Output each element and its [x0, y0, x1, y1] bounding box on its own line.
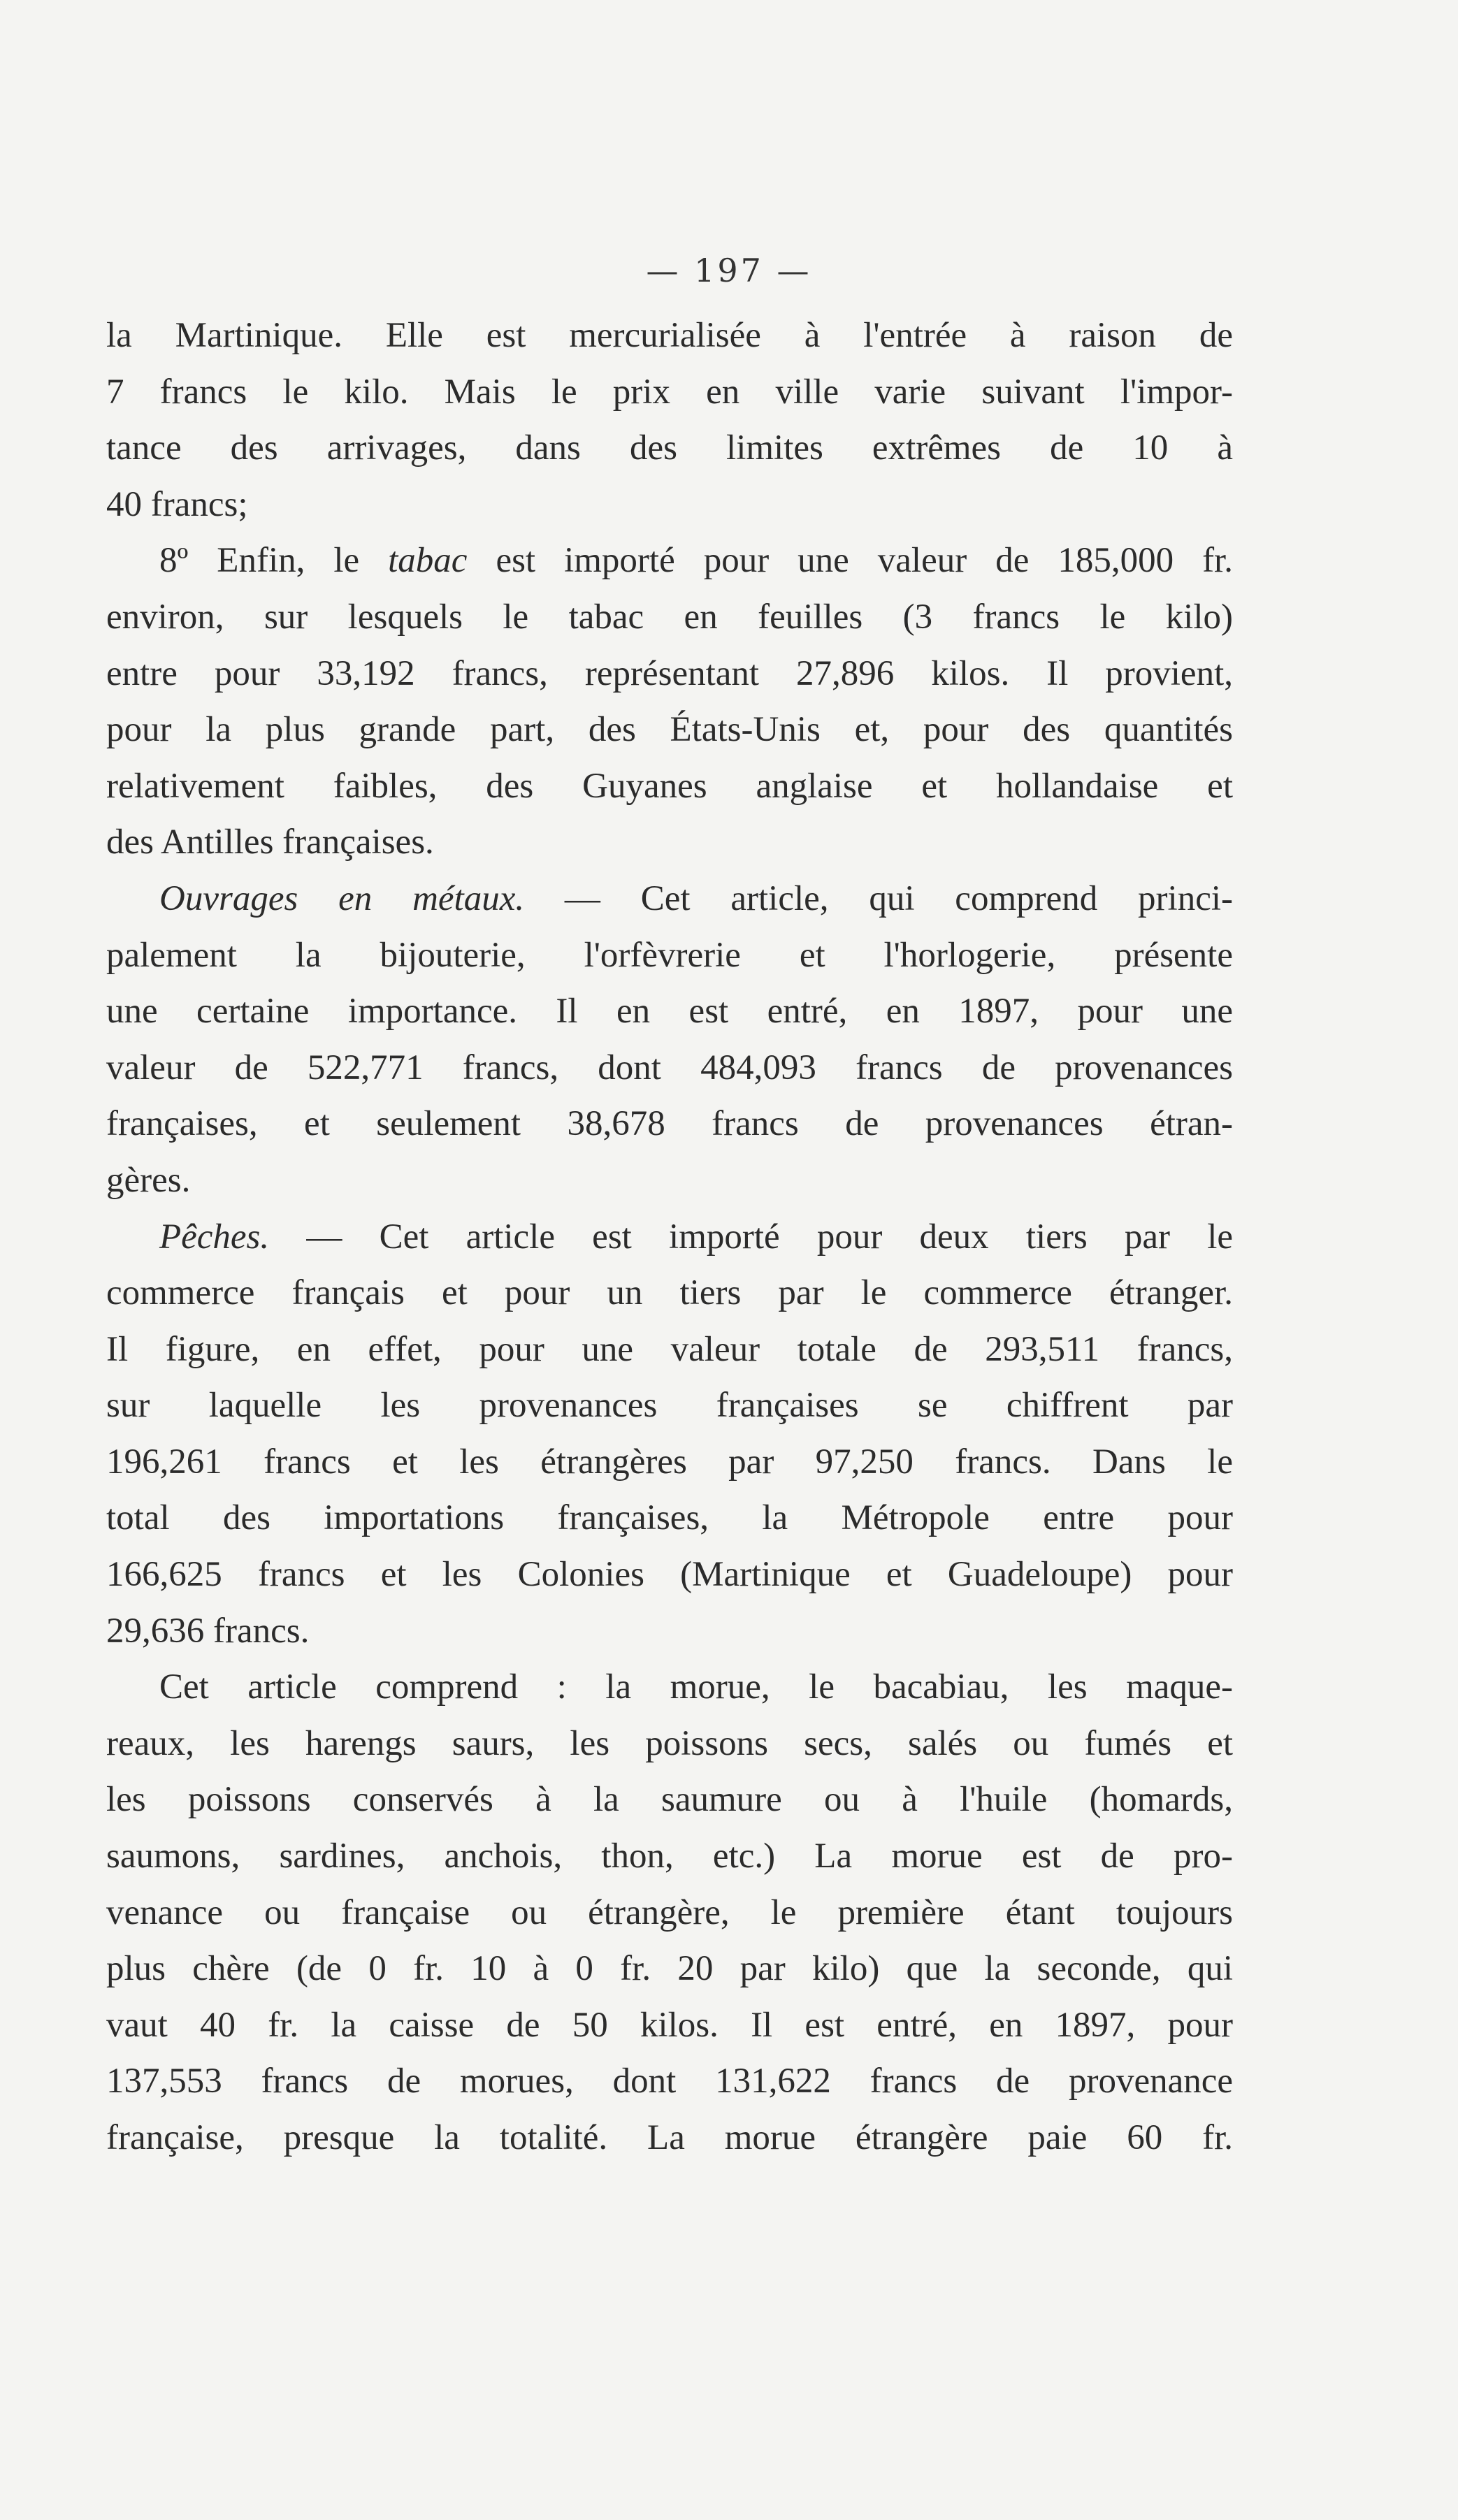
- text-segment: commerce français et pour un tiers par le commerce étranger.: [106, 1273, 1233, 1313]
- text-line: [106, 1040, 1233, 1096]
- text-segment: — Cet article, qui comprend princi-: [524, 878, 1233, 918]
- text-line: [106, 307, 1233, 364]
- paragraph-p5: [106, 1659, 1233, 2166]
- text-segment: vaut 40 fr. la caisse de 50 kilos. Il est entré, en 1897, pour: [106, 2005, 1233, 2045]
- text-line: [106, 646, 1233, 702]
- text-segment: Cet article comprend : la morue, le bacabiau, les maque-: [159, 1667, 1233, 1707]
- text-segment: des Antilles françaises.: [106, 823, 434, 862]
- text-line: [106, 983, 1233, 1040]
- italic-term: Ouvrages en métaux.: [159, 878, 525, 918]
- text-segment: valeur de 522,771 francs, dont 484,093 francs de provenances: [106, 1048, 1233, 1087]
- text-line: [106, 533, 1233, 589]
- text-segment: 29,636 francs.: [106, 1611, 310, 1651]
- text-segment: la Martinique. Elle est mercurialisée à l'entrée à raison de: [106, 316, 1233, 355]
- page-number: — 197 —: [646, 252, 812, 289]
- text-line: [106, 1377, 1233, 1434]
- text-segment: gères.: [106, 1160, 191, 1200]
- text-line: [106, 2053, 1233, 2110]
- text-segment: reaux, les harengs saurs, les poissons secs, salés ou fumés et: [106, 1723, 1233, 1763]
- paragraph-p2: [106, 533, 1233, 871]
- text-segment: relativement faibles, des Guyanes anglaise et hollandaise et: [106, 766, 1233, 806]
- body-text: [106, 307, 1233, 2166]
- text-segment: palement la bijouterie, l'orfèvrerie et l'horlogerie, présente: [106, 935, 1233, 975]
- text-line: [106, 1321, 1233, 1378]
- text-line: [106, 1490, 1233, 1547]
- italic-term: Pêches.: [159, 1217, 270, 1257]
- text-line: [106, 1828, 1233, 1885]
- text-line: [106, 420, 1233, 477]
- text-line: [106, 1997, 1233, 2054]
- paragraph-p3: [106, 871, 1233, 1209]
- text-line: [106, 1096, 1233, 1152]
- text-segment: Il figure, en effet, pour une valeur totale de 293,511 francs,: [106, 1329, 1233, 1369]
- text-line: [106, 477, 1233, 533]
- text-segment: 8º Enfin, le: [159, 541, 389, 581]
- text-line: [106, 1547, 1233, 1603]
- text-segment: total des importations françaises, la Métropole entre pour: [106, 1498, 1233, 1538]
- text-line: [106, 1941, 1233, 1997]
- text-segment: entre pour 33,192 francs, représentant 27,896 kilos. Il provient,: [106, 653, 1233, 693]
- text-segment: 196,261 francs et les étrangères par 97,250 francs. Dans le: [106, 1442, 1233, 1482]
- text-segment: venance ou française ou étrangère, le première étant toujours: [106, 1892, 1233, 1932]
- text-line: [106, 1659, 1233, 1716]
- text-segment: environ, sur lesquels le tabac en feuilles (3 francs le kilo): [106, 597, 1233, 637]
- text-segment: pour la plus grande part, des États-Unis et, pour des quantités: [106, 710, 1233, 750]
- text-segment: les poissons conservés à la saumure ou à l'huile (homards,: [106, 1780, 1233, 1820]
- text-line: [106, 1265, 1233, 1321]
- text-segment: française, presque la totalité. La morue étrangère paie 60 fr.: [106, 2118, 1233, 2157]
- text-line: [106, 1209, 1233, 1266]
- text-segment: — Cet article est importé pour deux tiers par le: [269, 1217, 1233, 1257]
- paragraph-p1: [106, 307, 1233, 533]
- text-line: [106, 1152, 1233, 1209]
- text-line: [106, 758, 1233, 815]
- text-line: [106, 1885, 1233, 1941]
- text-line: [106, 1603, 1233, 1660]
- text-segment: 40 francs;: [106, 484, 248, 524]
- text-segment: tance des arrivages, dans des limites extrêmes de 10 à: [106, 428, 1233, 468]
- text-line: [106, 871, 1233, 927]
- text-segment: plus chère (de 0 fr. 10 à 0 fr. 20 par kilo) que la seconde, qui: [106, 1949, 1233, 1989]
- text-line: [106, 2110, 1233, 2166]
- text-segment: 166,625 francs et les Colonies (Martinique et Guadeloupe) pour: [106, 1555, 1233, 1595]
- text-segment: est importé pour une valeur de 185,000 fr.: [467, 541, 1233, 581]
- text-line: [106, 927, 1233, 984]
- text-segment: 137,553 francs de morues, dont 131,622 francs de provenance: [106, 2062, 1233, 2101]
- text-line: [106, 702, 1233, 758]
- text-segment: françaises, et seulement 38,678 francs de provenances étran-: [106, 1104, 1233, 1144]
- text-line: [106, 814, 1233, 871]
- text-segment: saumons, sardines, anchois, thon, etc.) La morue est de pro-: [106, 1837, 1233, 1876]
- text-segment: une certaine importance. Il en est entré, en 1897, pour une: [106, 992, 1233, 1031]
- italic-term: tabac: [388, 541, 468, 581]
- text-line: [106, 1716, 1233, 1772]
- text-line: [106, 589, 1233, 646]
- text-line: [106, 1434, 1233, 1491]
- text-line: [106, 1772, 1233, 1828]
- text-line: [106, 364, 1233, 421]
- paragraph-p4: [106, 1209, 1233, 1660]
- text-segment: sur laquelle les provenances françaises se chiffrent par: [106, 1386, 1233, 1426]
- text-segment: 7 francs le kilo. Mais le prix en ville varie suivant l'impor-: [106, 372, 1233, 412]
